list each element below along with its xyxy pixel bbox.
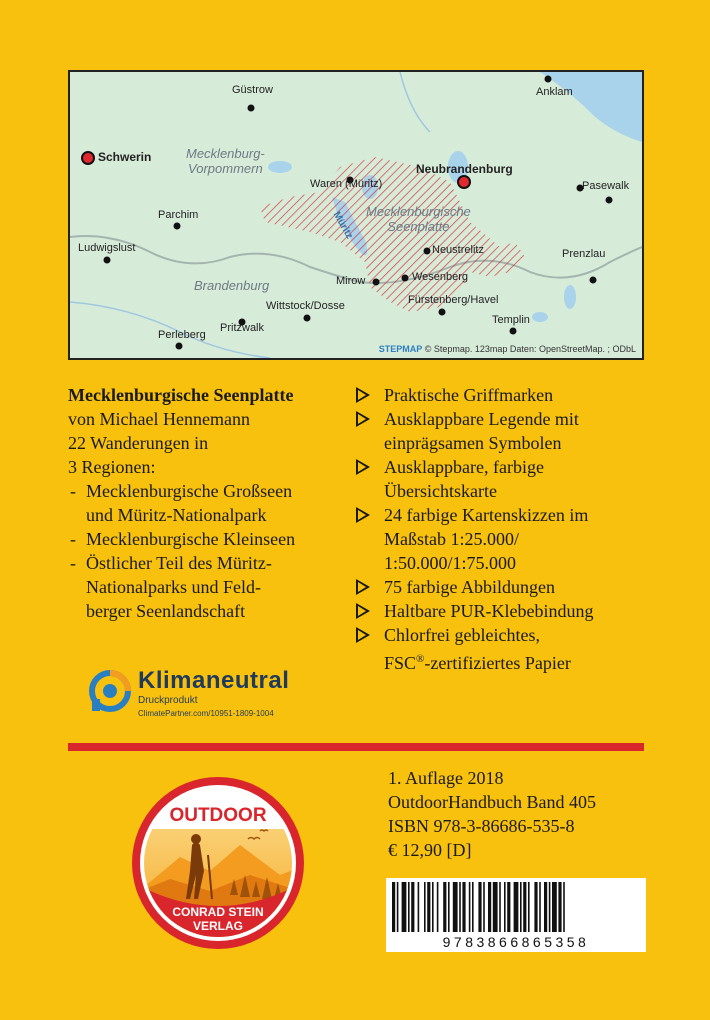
edition-auflage: 1. Auflage 2018 bbox=[388, 768, 504, 788]
stepmap-logo: STEPMAP bbox=[378, 344, 423, 354]
city-neustrelitz: Neustrelitz bbox=[432, 244, 484, 256]
badge-top-text: OUTDOOR bbox=[169, 805, 267, 826]
feature-7-fsc: FSC bbox=[384, 653, 417, 673]
edition-series: OutdoorHandbuch Band 405 bbox=[388, 792, 596, 812]
city-mirow: Mirow bbox=[336, 275, 366, 287]
red-divider bbox=[68, 743, 644, 751]
map-credit bbox=[379, 344, 636, 354]
edition-price: € 12,90 [D] bbox=[388, 840, 472, 860]
klima-url: ClimatePartner.com/10951-1809-1004 bbox=[138, 709, 274, 718]
feature-7-line2: -zertifiziertes Papier bbox=[424, 653, 571, 673]
triangle-bullet-icon bbox=[356, 603, 370, 619]
overview-map bbox=[68, 70, 644, 360]
feature-3-line2: Übersichtskarte bbox=[384, 481, 497, 501]
feature-1: Praktische Griffmarken bbox=[384, 385, 554, 405]
isbn-barcode bbox=[386, 878, 646, 952]
region-seenplatte-line2: Seenplatte bbox=[387, 219, 450, 234]
barcode-bars bbox=[386, 878, 646, 934]
outdoor-badge bbox=[130, 775, 306, 951]
region-brandenburg: Brandenburg bbox=[194, 278, 270, 293]
triangle-bullet-icon bbox=[356, 459, 370, 475]
klima-sub: Druckprodukt bbox=[138, 695, 198, 706]
feature-list bbox=[354, 383, 654, 675]
region-2-line1: Mecklenburgische Kleinseen bbox=[86, 529, 296, 549]
region-seenplatte-line1: Mecklenburgische bbox=[366, 204, 471, 219]
city-ludwigslust: Ludwigslust bbox=[78, 242, 136, 254]
feature-6: Haltbare PUR-Klebebindung bbox=[384, 601, 594, 621]
feature-item bbox=[354, 383, 654, 407]
feature-5: 75 farbige Abbildungen bbox=[384, 577, 555, 597]
city-anklam: Anklam bbox=[536, 86, 573, 98]
city-wittstock: Wittstock/Dosse bbox=[266, 300, 345, 312]
city-perleberg: Perleberg bbox=[158, 329, 206, 341]
triangle-bullet-icon bbox=[356, 387, 370, 403]
region-item bbox=[68, 551, 338, 623]
city-schwerin: Schwerin bbox=[98, 150, 152, 164]
region-item bbox=[68, 527, 338, 551]
region-seenplatte bbox=[366, 204, 471, 234]
feature-4-line3: 1:50.000/1:75.000 bbox=[384, 553, 517, 573]
triangle-bullet-icon bbox=[356, 579, 370, 595]
city-parchim: Parchim bbox=[158, 209, 199, 221]
city-templin: Templin bbox=[492, 314, 530, 326]
map-graphics bbox=[70, 72, 642, 358]
region-1-line2: und Müritz-Nationalpark bbox=[86, 505, 267, 525]
city-fuerstenberg: Fürstenberg/Havel bbox=[408, 294, 499, 306]
edition-info bbox=[388, 766, 596, 862]
region-item bbox=[68, 479, 338, 527]
feature-4-line2: Maßstab 1:25.000/ bbox=[384, 529, 519, 549]
badge-publisher-line1: CONRAD STEIN bbox=[172, 905, 264, 919]
region-mv-line1: Mecklenburg- bbox=[186, 146, 265, 161]
region-mecklenburg-vorpommern bbox=[186, 146, 265, 176]
book-line1: 22 Wanderungen in bbox=[68, 433, 209, 453]
city-guestrow: Güstrow bbox=[232, 84, 273, 96]
triangle-bullet-icon bbox=[356, 507, 370, 523]
barcode-digits: 9783866865358 bbox=[442, 934, 590, 950]
triangle-bullet-icon bbox=[356, 411, 370, 427]
klima-name: Klimaneutral bbox=[138, 667, 290, 694]
feature-item bbox=[354, 407, 654, 455]
feature-7-registered: ® bbox=[416, 653, 425, 665]
city-pasewalk: Pasewalk bbox=[582, 180, 630, 192]
region-list bbox=[68, 479, 338, 623]
feature-4-line1: 24 farbige Kartenskizzen im bbox=[384, 505, 589, 525]
book-author: von Michael Hennemann bbox=[68, 409, 250, 429]
feature-2-line1: Ausklappbare Legende mit bbox=[384, 409, 579, 429]
city-neubrandenburg: Neubrandenburg bbox=[416, 162, 513, 176]
feature-item bbox=[354, 455, 654, 503]
feature-2-line2: einprägsamen Symbolen bbox=[384, 433, 562, 453]
city-wesenberg: Wesenberg bbox=[412, 271, 469, 283]
edition-isbn: ISBN 978-3-86686-535-8 bbox=[388, 816, 575, 836]
region-3-line1: Östlicher Teil des Müritz- bbox=[86, 553, 272, 573]
badge-publisher bbox=[130, 905, 306, 933]
feature-item bbox=[354, 503, 654, 575]
region-3-line2: Nationalparks und Feld- bbox=[86, 577, 261, 597]
triangle-bullet-icon bbox=[356, 627, 370, 643]
climatepartner-icon bbox=[88, 669, 132, 713]
region-mv-line2: Vorpommern bbox=[188, 161, 263, 176]
credit-text: © Stepmap. 123map Daten: OpenStreetMap. ; ODbL bbox=[424, 344, 636, 354]
feature-item bbox=[354, 623, 654, 675]
feature-3-line1: Ausklappbare, farbige bbox=[384, 457, 544, 477]
region-1-line1: Mecklenburgische Großseen bbox=[86, 481, 293, 501]
feature-item bbox=[354, 599, 654, 623]
book-info bbox=[68, 383, 338, 623]
region-3-line3: berger Seenlandschaft bbox=[86, 601, 246, 621]
lake-mueritz: Müritz bbox=[330, 209, 355, 242]
city-pritzwalk: Pritzwalk bbox=[220, 322, 265, 334]
book-title: Mecklenburgische Seenplatte bbox=[68, 385, 294, 405]
badge-publisher-line2: VERLAG bbox=[192, 919, 243, 933]
feature-item bbox=[354, 575, 654, 599]
feature-7-line1: Chlorfrei gebleichtes, bbox=[384, 625, 540, 645]
city-prenzlau: Prenzlau bbox=[562, 248, 606, 260]
book-line2: 3 Regionen: bbox=[68, 457, 156, 477]
city-waren: Waren (Müritz) bbox=[310, 178, 383, 190]
klimaneutral-logo bbox=[88, 667, 328, 717]
